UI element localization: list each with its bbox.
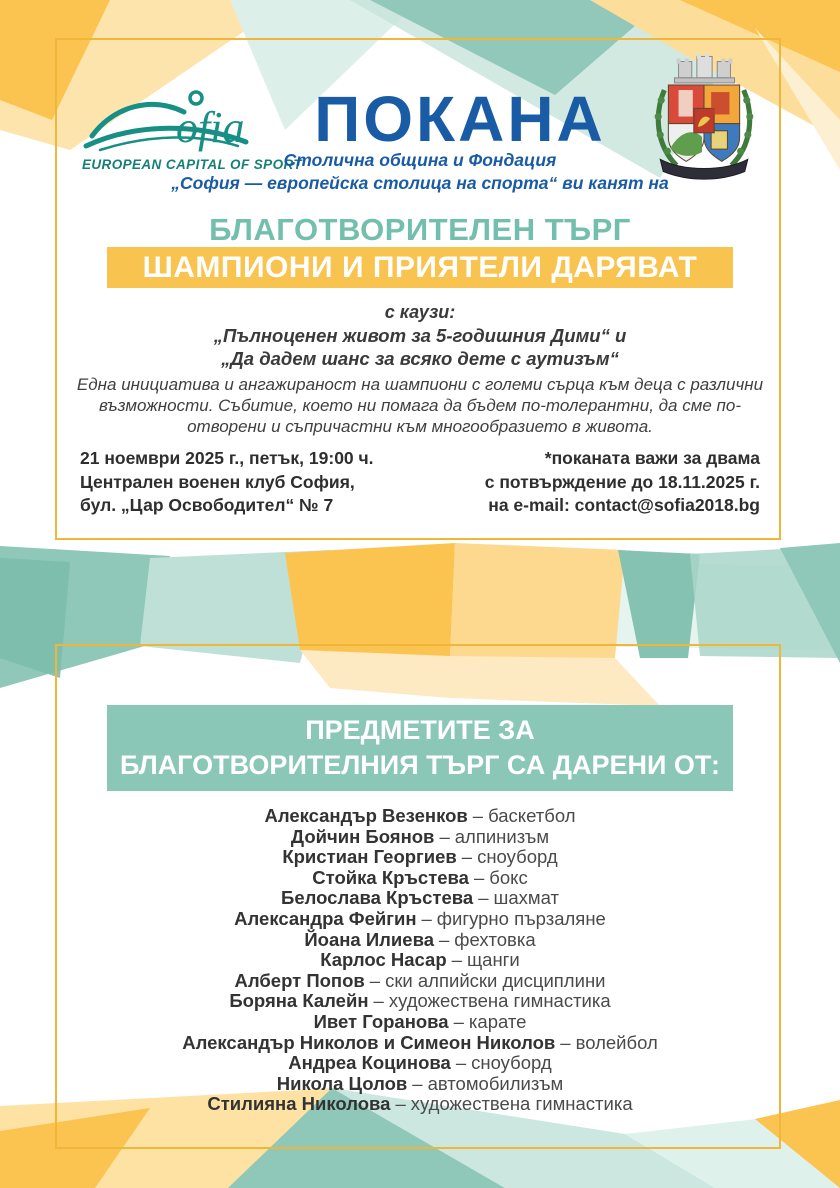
donor-sport: сноуборд	[477, 846, 558, 868]
donors-heading	[107, 705, 733, 791]
donor-sport: ски алпийски дисциплини	[385, 969, 606, 991]
donors-list	[0, 806, 840, 1115]
donor-name: Кристиан Георгиев	[282, 846, 457, 868]
invitation-title: ПОКАНА	[314, 83, 606, 155]
shield-icon	[668, 85, 739, 161]
description-line-2: възможности. Събитие, което ни помага да бъдем по-толерантни, да сме по-	[98, 396, 742, 415]
donor-row-2: Дойчин Боянов – алпинизъм	[290, 825, 550, 847]
donor-sport: художествена гимнастика	[388, 990, 611, 1012]
donor-row-12: Александър Николов и Симеон Николов – волейбол	[182, 1031, 658, 1053]
donor-sport: алпинизъм	[454, 825, 550, 847]
subtitle-line-2: „София — европейска столица на спорта“ ви канят на	[171, 173, 669, 194]
donor-sport: сноуборд	[471, 1052, 552, 1074]
event-line-1: 21 ноември 2025 г., петък, 19:00 ч.	[80, 448, 374, 468]
event-line-3: бул. „Цар Освободител“ № 7	[80, 495, 334, 515]
donor-name: Александра Фейгин	[234, 907, 417, 929]
cause-line-2: „Да дадем шанс за всяко дете с аутизъм“	[221, 348, 619, 369]
info-row	[80, 447, 760, 518]
donor-sport: фехтовка	[454, 928, 536, 950]
event-details	[80, 447, 374, 518]
donor-name: Стойка Кръстева	[312, 866, 469, 888]
donor-name: Карлос Насар	[320, 949, 447, 971]
donor-name: Белослава Кръстева	[281, 887, 474, 909]
donor-row-9: Алберт Попов – ски алпийски дисциплини	[234, 969, 606, 991]
donor-name: Никола Цолов	[276, 1072, 408, 1094]
rsvp-line-1: *поканата важи за двама	[544, 448, 760, 468]
donor-sport: карате	[468, 1010, 527, 1032]
donor-sport: щанги	[466, 949, 520, 971]
donor-name: Ивет Горанова	[313, 1010, 449, 1032]
donors-heading-line-1: ПРЕДМЕТИТЕ ЗА	[305, 715, 535, 745]
auction-headline: БЛАГОТВОРИТЕЛЕН ТЪРГ	[209, 212, 631, 247]
rsvp-line-2: с потвърждение до 18.11.2025 г.	[484, 471, 760, 492]
donor-name: Андреа Коцинова	[288, 1052, 451, 1074]
donor-row-13: Андреа Коцинова – сноуборд	[288, 1052, 552, 1074]
description-line-3: отворени и съпричастни към многообразието в живота.	[187, 417, 653, 436]
donor-row-10: Боряна Калейн – художествена гимнастика	[229, 990, 611, 1012]
donor-row-5: Белослава Кръстева – шахмат	[281, 887, 559, 909]
donor-name: Стилияна Николова	[207, 1093, 391, 1115]
donor-sport: волейбол	[575, 1031, 658, 1053]
donor-sport: автомобилизъм	[427, 1072, 564, 1094]
donor-name: Дойчин Боянов	[290, 825, 435, 847]
description-block	[70, 374, 770, 437]
donor-name: Алберт Попов	[234, 969, 365, 991]
donor-name: Йоана Илиева	[304, 928, 434, 950]
donor-sport: шахмат	[493, 887, 559, 909]
cause-line-1: „Пълноценен живот за 5-годишния Дими“ и	[213, 325, 627, 346]
sofia-coat-of-arms	[648, 50, 760, 180]
logo-tagline: EUROPEAN CAPITAL OF SPORT	[82, 157, 303, 172]
donor-row-15: Стилияна Николова – художествена гимнастика	[207, 1093, 633, 1115]
donor-row-3: Кристиан Георгиев – сноуборд	[282, 846, 558, 868]
donor-sport: фигурно пързаляне	[436, 907, 606, 929]
causes-intro: с каузи:	[384, 302, 456, 322]
donor-name: Александър Везенков	[264, 805, 468, 826]
logo-wordmark: ofia	[176, 103, 245, 152]
rsvp-line-3: на e-mail: contact@sofia2018.bg	[488, 495, 760, 515]
champions-banner: ШАМПИОНИ И ПРИЯТЕЛИ ДАРЯВАТ	[107, 247, 733, 288]
donor-row-1: Александър Везенков – баскетбол	[264, 805, 576, 826]
causes-block	[0, 301, 840, 370]
donor-row-8: Карлос Насар – щанги	[320, 949, 520, 971]
donor-sport: художествена гимнастика	[410, 1093, 633, 1115]
rsvp-note	[485, 447, 760, 518]
donor-row-14: Никола Цолов – автомобилизъм	[276, 1072, 564, 1094]
mural-crown-icon	[674, 53, 734, 83]
event-line-2: Централен военен клуб София,	[80, 471, 355, 492]
subtitle-line-1: Столична община и Фондация	[283, 150, 557, 170]
donor-row-4: Стойка Кръстева – бокс	[312, 866, 528, 888]
donors-heading-line-2: БЛАГОТВОРИТЕЛНИЯ ТЪРГ СА ДАРЕНИ ОТ:	[119, 750, 721, 780]
donor-row-7: Йоана Илиева – фехтовка	[304, 928, 536, 950]
donor-name: Боряна Калейн	[229, 990, 369, 1012]
donor-name: Александър Николов и Симеон Николов	[182, 1031, 556, 1053]
donor-sport: баскетбол	[488, 805, 576, 826]
description-line-1: Една инициатива и ангажираност на шампиони с големи сърца към деца с различни	[76, 375, 764, 394]
donor-row-6: Александра Фейгин – фигурно пързаляне	[234, 907, 606, 929]
donor-row-11: Ивет Горанова – карате	[313, 1010, 527, 1032]
donor-sport: бокс	[489, 866, 528, 888]
